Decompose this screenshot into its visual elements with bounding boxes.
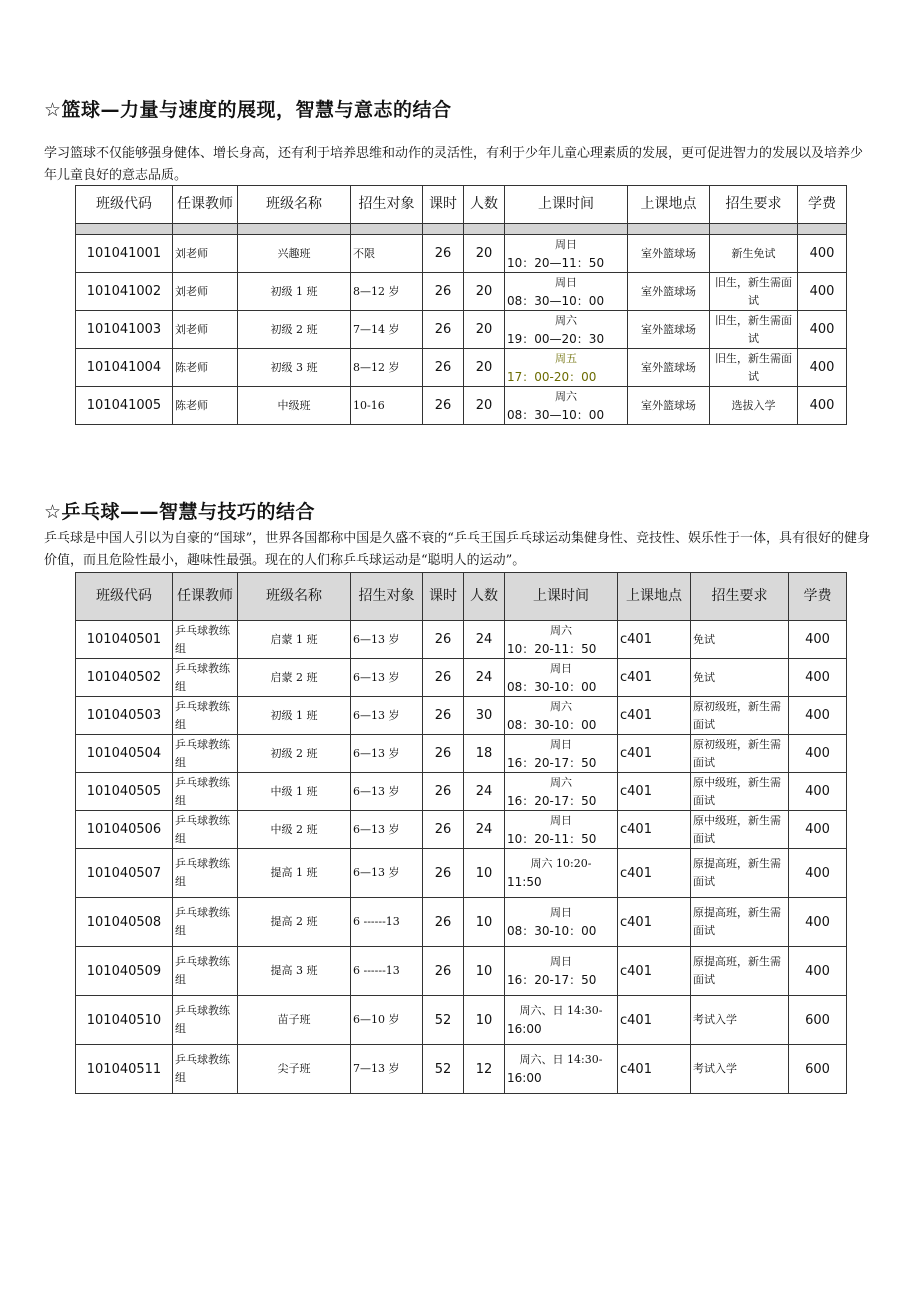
hours-cell: 26 [423, 849, 464, 898]
basketball-title: ☆篮球—力量与速度的展现，智慧与意志的结合 [44, 99, 452, 121]
target-cell: 8—12 岁 [351, 349, 423, 387]
teacher-cell: 刘老师 [173, 273, 238, 311]
place-cell: 室外篮球场 [628, 387, 710, 425]
header-fee: 学费 [789, 573, 847, 621]
target-cell: 6—10 岁 [351, 996, 423, 1045]
target-cell: 不限 [351, 235, 423, 273]
requirement-cell: 考试入学 [691, 1045, 789, 1094]
count-cell: 30 [464, 697, 505, 735]
schedule-cell [505, 273, 628, 311]
shade-cell [423, 224, 464, 235]
class-code-cell: 101040505 [76, 773, 173, 811]
target-cell: 8—12 岁 [351, 273, 423, 311]
schedule-cell [505, 773, 618, 811]
table-row [76, 659, 847, 697]
fee-cell: 400 [798, 235, 847, 273]
hours-cell: 26 [423, 898, 464, 947]
target-cell: 6—13 岁 [351, 773, 423, 811]
target-cell: 6 ------13 [351, 898, 423, 947]
class-name-cell: 尖子班 [238, 1045, 351, 1094]
schedule-time: 08：30-10：00 [507, 717, 597, 732]
count-cell: 24 [464, 773, 505, 811]
count-cell: 10 [464, 996, 505, 1045]
count-cell: 24 [464, 621, 505, 659]
table-row [76, 996, 847, 1045]
schedule-cell [505, 898, 618, 947]
class-code-cell: 101040511 [76, 1045, 173, 1094]
class-name-cell: 中级班 [238, 387, 351, 425]
target-cell: 7—13 岁 [351, 1045, 423, 1094]
requirement-cell: 原提高班，新生需面试 [691, 947, 789, 996]
table-row [76, 811, 847, 849]
requirement-cell: 原提高班，新生需面试 [691, 849, 789, 898]
header-name: 班级名称 [238, 573, 351, 621]
target-cell: 6—13 岁 [351, 621, 423, 659]
table-row [76, 621, 847, 659]
requirement-cell: 免试 [691, 621, 789, 659]
schedule-day: 周六 [550, 623, 572, 637]
class-name-cell: 初级 1 班 [238, 273, 351, 311]
place-cell: c401 [618, 898, 691, 947]
schedule-day: 周六 10:20- [530, 857, 592, 870]
pingpong-intro: 乒乓球是中国人引以为自豪的“国球”，世界各国都称中国是久盛不衰的“乒乓王国乒乓球运动集健身性、竞技性、娱乐性于一体，具有很好的健身价值，而且危险性最小，趣味性最强。现在的人们称乒乓球运动是“聪明人的运动”。 [44, 531, 870, 568]
requirement-cell: 免试 [691, 659, 789, 697]
place-cell: c401 [618, 996, 691, 1045]
hours-cell: 26 [423, 311, 464, 349]
basketball-intro: 学习篮球不仅能够强身健体、增长身高，还有利于培养思维和动作的灵活性，有利于少年儿童心理素质的发展，更可促进智力的发展以及培养少年儿童良好的意志品质。 [44, 146, 864, 183]
pingpong-table [75, 572, 847, 1094]
shade-cell [798, 224, 847, 235]
table-row [76, 947, 847, 996]
schedule-day: 周五 [555, 351, 577, 365]
place-cell: c401 [618, 735, 691, 773]
header-teacher: 任课教师 [173, 186, 238, 224]
place-cell: c401 [618, 811, 691, 849]
table-row [76, 898, 847, 947]
class-code-cell: 101041001 [76, 235, 173, 273]
schedule-day: 周六 [550, 775, 572, 789]
count-cell: 20 [464, 349, 505, 387]
place-cell: c401 [618, 1045, 691, 1094]
table-row [76, 697, 847, 735]
header-place: 上课地点 [628, 186, 710, 224]
class-name-cell: 启蒙 1 班 [238, 621, 351, 659]
schedule-day: 周日 [555, 237, 577, 251]
header-time: 上课时间 [505, 573, 618, 621]
count-cell: 20 [464, 387, 505, 425]
schedule-cell [505, 849, 618, 898]
schedule-day: 周日 [550, 955, 572, 968]
teacher-cell: 乒乓球教练组 [173, 996, 238, 1045]
count-cell: 12 [464, 1045, 505, 1094]
table-row [76, 273, 847, 311]
table-row [76, 773, 847, 811]
schedule-time: 08：30-10：00 [507, 924, 597, 938]
table-row [76, 235, 847, 273]
class-code-cell: 101040503 [76, 697, 173, 735]
teacher-cell: 刘老师 [173, 311, 238, 349]
place-cell: c401 [618, 697, 691, 735]
count-cell: 20 [464, 311, 505, 349]
schedule-day: 周六 [550, 699, 572, 713]
header-count: 人数 [464, 186, 505, 224]
hours-cell: 26 [423, 947, 464, 996]
class-name-cell: 中级 2 班 [238, 811, 351, 849]
schedule-time: 10：20-11：50 [507, 641, 597, 656]
class-code-cell: 101040506 [76, 811, 173, 849]
class-name-cell: 初级 3 班 [238, 349, 351, 387]
hours-cell: 26 [423, 773, 464, 811]
place-cell: 室外篮球场 [628, 349, 710, 387]
schedule-time: 16：20-17：50 [507, 973, 597, 987]
schedule-time: 08：30—10：00 [507, 407, 605, 422]
schedule-time: 17：00-20：00 [507, 369, 597, 384]
target-cell: 6—13 岁 [351, 735, 423, 773]
fee-cell: 400 [789, 849, 847, 898]
class-name-cell: 初级 1 班 [238, 697, 351, 735]
schedule-cell [505, 235, 628, 273]
teacher-cell: 乒乓球教练组 [173, 773, 238, 811]
class-code-cell: 101040504 [76, 735, 173, 773]
hours-cell: 26 [423, 735, 464, 773]
count-cell: 24 [464, 811, 505, 849]
hours-cell: 26 [423, 349, 464, 387]
place-cell: 室外篮球场 [628, 273, 710, 311]
header-time: 上课时间 [505, 186, 628, 224]
hours-cell: 26 [423, 621, 464, 659]
teacher-cell: 陈老师 [173, 387, 238, 425]
header-hours: 课时 [423, 186, 464, 224]
count-cell: 10 [464, 898, 505, 947]
fee-cell: 400 [789, 811, 847, 849]
count-cell: 20 [464, 235, 505, 273]
class-code-cell: 101040502 [76, 659, 173, 697]
shade-cell [505, 224, 628, 235]
teacher-cell: 乒乓球教练组 [173, 947, 238, 996]
requirement-cell: 选拔入学 [710, 387, 798, 425]
place-cell: c401 [618, 947, 691, 996]
schedule-time: 10：20—11：50 [507, 255, 605, 270]
schedule-day: 周六、日 14:30- [519, 1053, 603, 1066]
header-target: 招生对象 [351, 573, 423, 621]
fee-cell: 400 [789, 947, 847, 996]
schedule-time: 08：30—10：00 [507, 293, 605, 308]
class-code-cell: 101041002 [76, 273, 173, 311]
class-name-cell: 启蒙 2 班 [238, 659, 351, 697]
target-cell: 6—13 岁 [351, 849, 423, 898]
schedule-day: 周六 [555, 389, 577, 403]
hours-cell: 26 [423, 387, 464, 425]
teacher-cell: 乒乓球教练组 [173, 849, 238, 898]
schedule-cell [505, 996, 618, 1045]
hours-cell: 26 [423, 273, 464, 311]
requirement-cell: 原提高班，新生需面试 [691, 898, 789, 947]
schedule-time: 19：00—20：30 [507, 331, 605, 346]
teacher-cell: 陈老师 [173, 349, 238, 387]
requirement-cell: 考试入学 [691, 996, 789, 1045]
place-cell: c401 [618, 621, 691, 659]
class-name-cell: 提高 3 班 [238, 947, 351, 996]
header-fee: 学费 [798, 186, 847, 224]
shade-cell [76, 224, 173, 235]
schedule-day: 周日 [555, 275, 577, 289]
place-cell: c401 [618, 659, 691, 697]
class-name-cell: 提高 1 班 [238, 849, 351, 898]
teacher-cell: 刘老师 [173, 235, 238, 273]
schedule-time: 08：30-10：00 [507, 679, 597, 694]
class-name-cell: 提高 2 班 [238, 898, 351, 947]
class-name-cell: 初级 2 班 [238, 311, 351, 349]
shade-cell [351, 224, 423, 235]
schedule-time: 16:00 [507, 1071, 542, 1085]
schedule-cell [505, 735, 618, 773]
requirement-cell: 旧生，新生需面试 [710, 273, 798, 311]
schedule-day: 周日 [550, 661, 572, 675]
schedule-cell [505, 387, 628, 425]
fee-cell: 400 [789, 898, 847, 947]
class-code-cell: 101040508 [76, 898, 173, 947]
schedule-cell [505, 811, 618, 849]
requirement-cell: 新生免试 [710, 235, 798, 273]
header-code: 班级代码 [76, 186, 173, 224]
fee-cell: 400 [789, 773, 847, 811]
place-cell: c401 [618, 773, 691, 811]
class-code-cell: 101040501 [76, 621, 173, 659]
class-name-cell: 中级 1 班 [238, 773, 351, 811]
schedule-time: 11:50 [507, 875, 542, 889]
class-code-cell: 101040507 [76, 849, 173, 898]
target-cell: 10-16 [351, 387, 423, 425]
class-code-cell: 101040509 [76, 947, 173, 996]
requirement-cell: 旧生，新生需面试 [710, 349, 798, 387]
fee-cell: 400 [789, 659, 847, 697]
schedule-cell [505, 349, 628, 387]
table-row [76, 387, 847, 425]
fee-cell: 600 [789, 996, 847, 1045]
hours-cell: 26 [423, 811, 464, 849]
count-cell: 10 [464, 849, 505, 898]
schedule-time: 10：20-11：50 [507, 831, 597, 846]
class-name-cell: 兴趣班 [238, 235, 351, 273]
shade-cell [628, 224, 710, 235]
header-name: 班级名称 [238, 186, 351, 224]
place-cell: 室外篮球场 [628, 235, 710, 273]
header-code: 班级代码 [76, 573, 173, 621]
header-req: 招生要求 [691, 573, 789, 621]
schedule-cell [505, 311, 628, 349]
table-header-row [76, 186, 847, 224]
header-count: 人数 [464, 573, 505, 621]
target-cell: 6 ------13 [351, 947, 423, 996]
teacher-cell: 乒乓球教练组 [173, 621, 238, 659]
teacher-cell: 乒乓球教练组 [173, 697, 238, 735]
table-row [76, 349, 847, 387]
table-row [76, 1045, 847, 1094]
teacher-cell: 乒乓球教练组 [173, 659, 238, 697]
hours-cell: 26 [423, 697, 464, 735]
teacher-cell: 乒乓球教练组 [173, 811, 238, 849]
header-req: 招生要求 [710, 186, 798, 224]
fee-cell: 400 [789, 697, 847, 735]
schedule-day: 周六、日 14:30- [519, 1004, 603, 1017]
target-cell: 6—13 岁 [351, 659, 423, 697]
class-code-cell: 101041004 [76, 349, 173, 387]
fee-cell: 400 [798, 273, 847, 311]
teacher-cell: 乒乓球教练组 [173, 735, 238, 773]
table-row [76, 735, 847, 773]
schedule-cell [505, 947, 618, 996]
target-cell: 6—13 岁 [351, 811, 423, 849]
schedule-time: 16:00 [507, 1022, 542, 1036]
header-place: 上课地点 [618, 573, 691, 621]
count-cell: 18 [464, 735, 505, 773]
place-cell: c401 [618, 849, 691, 898]
class-name-cell: 初级 2 班 [238, 735, 351, 773]
shade-cell [238, 224, 351, 235]
hours-cell: 52 [423, 1045, 464, 1094]
header-target: 招生对象 [351, 186, 423, 224]
requirement-cell: 原初级班，新生需面试 [691, 697, 789, 735]
header-hours: 课时 [423, 573, 464, 621]
schedule-day: 周日 [550, 813, 572, 827]
schedule-cell [505, 697, 618, 735]
schedule-cell [505, 1045, 618, 1094]
teacher-cell: 乒乓球教练组 [173, 1045, 238, 1094]
target-cell: 6—13 岁 [351, 697, 423, 735]
schedule-time: 16：20-17：50 [507, 793, 597, 808]
fee-cell: 600 [789, 1045, 847, 1094]
hours-cell: 52 [423, 996, 464, 1045]
header-shade-row [76, 224, 847, 235]
basketball-table [75, 185, 847, 425]
class-code-cell: 101041005 [76, 387, 173, 425]
requirement-cell: 原中级班，新生需面试 [691, 773, 789, 811]
shade-cell [464, 224, 505, 235]
shade-cell [710, 224, 798, 235]
table-header-row [76, 573, 847, 621]
table-row [76, 311, 847, 349]
requirement-cell: 旧生，新生需面试 [710, 311, 798, 349]
requirement-cell: 原初级班，新生需面试 [691, 735, 789, 773]
class-code-cell: 101041003 [76, 311, 173, 349]
schedule-cell [505, 659, 618, 697]
fee-cell: 400 [789, 735, 847, 773]
schedule-cell [505, 621, 618, 659]
schedule-day: 周日 [550, 906, 572, 919]
count-cell: 20 [464, 273, 505, 311]
schedule-day: 周六 [555, 313, 577, 327]
fee-cell: 400 [798, 349, 847, 387]
schedule-day: 周日 [550, 737, 572, 751]
count-cell: 10 [464, 947, 505, 996]
fee-cell: 400 [789, 621, 847, 659]
schedule-time: 16：20-17：50 [507, 755, 597, 770]
hours-cell: 26 [423, 659, 464, 697]
table-row [76, 849, 847, 898]
teacher-cell: 乒乓球教练组 [173, 898, 238, 947]
hours-cell: 26 [423, 235, 464, 273]
class-code-cell: 101040510 [76, 996, 173, 1045]
fee-cell: 400 [798, 311, 847, 349]
requirement-cell: 原中级班，新生需面试 [691, 811, 789, 849]
count-cell: 24 [464, 659, 505, 697]
pingpong-title: ☆乒乓球——智慧与技巧的结合 [44, 501, 316, 523]
fee-cell: 400 [798, 387, 847, 425]
target-cell: 7—14 岁 [351, 311, 423, 349]
header-teacher: 任课教师 [173, 573, 238, 621]
shade-cell [173, 224, 238, 235]
class-name-cell: 苗子班 [238, 996, 351, 1045]
place-cell: 室外篮球场 [628, 311, 710, 349]
